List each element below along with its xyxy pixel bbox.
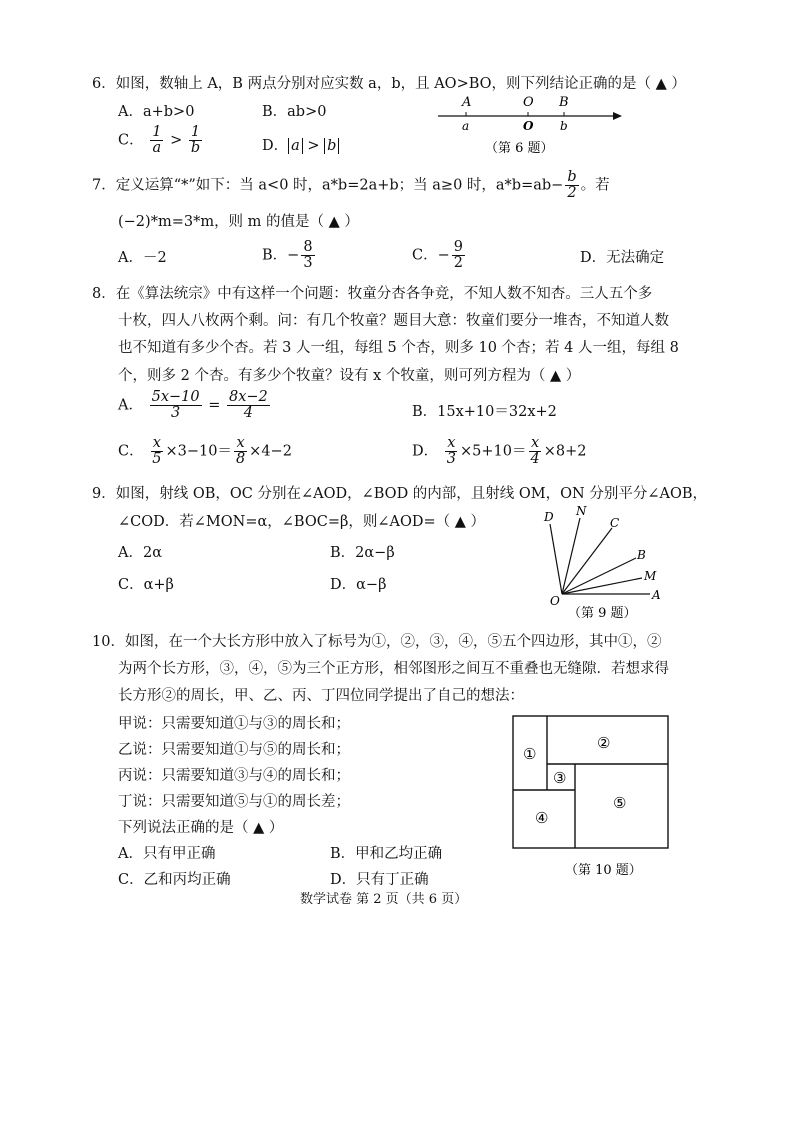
q7-line1: 7．定义运算“*”如下：当 a<0 时，a*b=2a+b；当 a≥0 时，a*b=ab− $\frac{b}{2}$ 。若 bbox=[92, 169, 610, 202]
q10-opinion-jia: 甲说：只需要知道①与③的周长和； bbox=[118, 716, 350, 732]
q9-line1: 9．如图，射线 OB，OC 分别在∠AOD，∠BOD 的内部，且射线 OM，ON 分别平分∠AOB， bbox=[92, 486, 707, 502]
page-footer: 数学试卷 第 2 页（共 6 页） bbox=[300, 892, 468, 907]
q10-opinion-ding: 丁说：只需要知道⑤与①的周长差； bbox=[118, 794, 350, 810]
q6-value-a: a bbox=[462, 119, 470, 133]
q7-option-a: A．－2 bbox=[118, 250, 167, 266]
q8-line-1: 8．在《算法统宗》中有这样一个问题：牧童分杏各争竞，不知人数不知杏。三人五个多 bbox=[92, 286, 653, 302]
q9-label-M: M bbox=[644, 569, 657, 583]
q6-stem: 6．如图，数轴上 A，B 两点分别对应实数 a，b，且 AO>BO，则下列结论正确的是（ ▲ ） bbox=[92, 76, 686, 92]
q6-label-B: B bbox=[559, 95, 569, 110]
q10-label-1: ① bbox=[523, 745, 537, 763]
arrow-icon bbox=[613, 112, 622, 120]
q10-caption: （第 10 题） bbox=[565, 863, 642, 878]
q8-line-3: 也不知道有多少个杏。若 3 人一组，每组 5 个杏，则多 10 个杏；若 4 人一组，每组 8 bbox=[118, 340, 679, 356]
q10-label-2: ② bbox=[597, 734, 611, 752]
q9-label-O: O bbox=[550, 594, 560, 608]
q9-caption: （第 9 题） bbox=[568, 606, 637, 620]
q10-opinion-yi: 乙说：只需要知道①与⑤的周长和； bbox=[118, 742, 350, 758]
q8-option-d: D． $\frac{x}{3}$ ×5+10＝ $\frac{x}{4}$ ×8+2 bbox=[412, 435, 587, 468]
q7-option-d: D．无法确定 bbox=[580, 250, 665, 266]
q7-option-b: B．− $\frac{8}{3}$ bbox=[262, 239, 313, 272]
q10-line-2: 为两个长方形，③，④，⑤为三个正方形，相邻图形之间互不重叠也无缝隙．若想求得 bbox=[118, 661, 669, 677]
q10-ask: 下列说法正确的是（ ▲ ） bbox=[118, 820, 284, 836]
q9-option-c: C．α+β bbox=[118, 577, 174, 593]
q9-label-N: N bbox=[576, 504, 587, 518]
q9-option-b: B．2α−β bbox=[330, 545, 395, 561]
q7-option-c: C．− $\frac{9}{2}$ bbox=[412, 239, 463, 272]
q7-line2: (−2)*m=3*m，则 m 的值是（ ▲ ） bbox=[118, 214, 359, 230]
q8-line-4: 个，则多 2 个杏。有多少个牧童？设有 x 个牧童，则可列方程为（ ▲ ） bbox=[118, 368, 581, 384]
q10-rectangles-figure bbox=[505, 708, 680, 883]
q10-option-d: D．只有丁正确 bbox=[330, 872, 429, 888]
q8-option-c: C． $\frac{x}{5}$ ×3−10＝ $\frac{x}{8}$ ×4−2 bbox=[118, 435, 292, 468]
q6-value-O: O bbox=[523, 119, 534, 133]
q6-option-b: B．ab>0 bbox=[262, 104, 327, 120]
q6-option-d: D． a > b bbox=[262, 134, 339, 155]
q9-line2: ∠COD．若∠MON=α，∠BOC=β，则∠AOD=（ ▲ ） bbox=[118, 514, 486, 530]
q9-option-d: D．α−β bbox=[330, 577, 387, 593]
q6-caption: （第 6 题） bbox=[485, 141, 554, 156]
q10-line-1: 10．如图，在一个大长方形中放入了标号为①，②，③，④，⑤五个四边形，其中①，② bbox=[92, 634, 662, 650]
q6-value-b: b bbox=[560, 119, 568, 133]
q6-label-O: O bbox=[523, 95, 534, 110]
q10-label-5: ⑤ bbox=[613, 794, 627, 812]
q9-label-B: B bbox=[637, 548, 646, 562]
q10-line-3: 长方形②的周长，甲、乙、丙、丁四位同学提出了自己的想法： bbox=[118, 688, 524, 704]
q8-option-a: A． $\frac{5x-10}{3}$ = $\frac{8x-2}{4}$ bbox=[118, 389, 268, 422]
q8-line-2: 十枚，四人八枚两个剩。问：有几个牧童？题目大意：牧童们要分一堆杏，不知道人数 bbox=[118, 313, 669, 329]
q8-option-b: B．15x+10＝32x+2 bbox=[412, 404, 557, 420]
q9-label-A: A bbox=[652, 588, 661, 602]
q9-rays-figure bbox=[530, 502, 670, 620]
q10-label-4: ④ bbox=[535, 809, 549, 827]
q6-label-A: A bbox=[462, 95, 472, 110]
q10-option-a: A．只有甲正确 bbox=[118, 846, 216, 862]
q6-option-c: C． $\frac{1}{a}$ > $\frac{1}{b}$ bbox=[118, 124, 201, 157]
q9-label-D: D bbox=[544, 510, 554, 524]
q9-option-a: A．2α bbox=[118, 545, 162, 561]
q10-option-c: C．乙和丙均正确 bbox=[118, 872, 231, 888]
q6-option-a: A．a+b>0 bbox=[118, 104, 195, 120]
q10-label-3: ③ bbox=[553, 769, 567, 787]
q10-opinion-bing: 丙说：只需要知道③与④的周长和； bbox=[118, 768, 350, 784]
q10-option-b: B．甲和乙均正确 bbox=[330, 846, 443, 862]
q9-label-C: C bbox=[610, 516, 620, 530]
q6-number-line-figure bbox=[430, 92, 630, 162]
